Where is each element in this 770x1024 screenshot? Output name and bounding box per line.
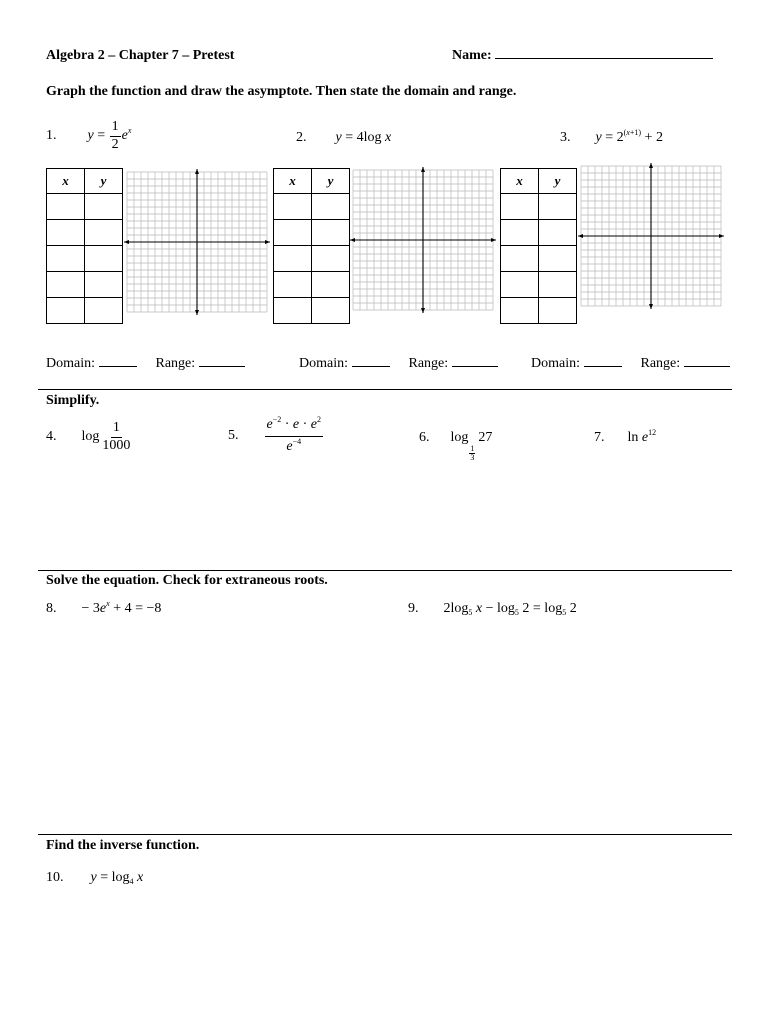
domain-label: Domain: [531,356,580,371]
section-divider [38,389,732,390]
y-axis-arrow [195,310,199,315]
domain-blank[interactable] [352,366,390,367]
table-cell[interactable] [85,194,123,220]
problem-8-equation: − $3e^x + 4 = -8$ [81,599,162,616]
domain-blank[interactable] [99,366,137,367]
xy-table-3[interactable] [500,168,577,324]
problem-3-equation: $y = 2^{(x+1)} + 2$ [595,128,663,145]
problem-9-number: 9. [408,601,419,616]
coordinate-grid-2[interactable] [350,167,496,313]
y-axis-arrow [649,304,653,309]
problem-9-equation: $2\log_5$ $x - \log_5 2 = \log_5 2$ [443,601,577,617]
table-cell[interactable] [539,298,577,324]
problem-7-expression: $\ln e^{12}$ [627,428,657,445]
table-cell[interactable] [501,272,539,298]
domain-blank[interactable] [584,366,622,367]
table-cell[interactable] [312,272,350,298]
table-header-x: x [274,169,312,194]
section-divider [38,834,732,835]
y-axis-arrow [421,167,425,172]
problem-8-number: 8. [46,601,57,616]
graph-instructions: Graph the function and draw the asymptote. Then state the domain and range. [46,84,517,99]
problem-9 [408,601,577,617]
domain-range-1 [46,356,245,372]
problem-4-number: 4. [46,429,57,445]
domain-range-3 [531,356,730,372]
name-label: Name: [452,48,492,63]
problem-6-number: 6. [419,430,430,445]
problem-10-equation: $y = \log_4 x$ [90,870,144,886]
problem-1 [46,120,131,160]
xy-table-2[interactable] [273,168,350,324]
problem-4 [46,421,133,461]
range-blank[interactable] [684,366,730,367]
problem-7 [594,430,656,446]
table-cell[interactable] [274,246,312,272]
coordinate-grid-1[interactable] [124,169,270,315]
table-cell[interactable] [312,220,350,246]
range-blank[interactable] [452,366,498,367]
problem-5-expression: $\frac{e^{-2} \cdot e \cdot e^2}{e^{-4}}$ [266,415,322,454]
table-cell[interactable] [501,220,539,246]
problem-1-equation: y = $\frac{1}{2}$ $e^x$ [87,119,132,152]
table-header-y: y [312,169,350,194]
domain-label: Domain: [46,356,95,371]
table-cell[interactable] [85,246,123,272]
x-axis-arrow [719,234,724,238]
table-cell[interactable] [539,194,577,220]
inverse-heading: Find the inverse function. [46,838,200,853]
y-axis-arrow [649,163,653,168]
table-cell[interactable] [274,272,312,298]
problem-10-number: 10. [46,870,64,885]
problem-7-number: 7. [594,430,605,445]
problem-6-expression: log $\frac{1}{3}$ 27 [450,430,493,462]
problem-3-number: 3. [560,130,571,145]
table-header-x: x [47,169,85,194]
problem-2 [296,130,391,146]
range-label: Range: [640,356,681,371]
worksheet-title: Algebra 2 – Chapter 7 – Pretest [46,48,235,63]
table-cell[interactable] [47,298,85,324]
xy-table-1[interactable] [46,168,123,324]
problem-3 [560,130,663,146]
coordinate-grid-3[interactable] [578,163,724,309]
x-axis-arrow [124,240,129,244]
table-cell[interactable] [274,220,312,246]
table-cell[interactable] [85,220,123,246]
problem-2-number: 2. [296,130,307,145]
x-axis-arrow [265,240,270,244]
problem-4-expression: log $\frac{1}{1000}$ [81,420,131,453]
table-cell[interactable] [501,246,539,272]
table-cell[interactable] [47,246,85,272]
problem-8 [46,601,161,617]
table-header-x: x [501,169,539,194]
table-header-y: y [539,169,577,194]
table-cell[interactable] [539,246,577,272]
simplify-heading: Simplify. [46,393,100,408]
name-blank[interactable] [495,58,713,59]
domain-label: Domain: [299,356,348,371]
range-blank[interactable] [199,366,245,367]
table-cell[interactable] [312,246,350,272]
table-cell[interactable] [312,194,350,220]
table-cell[interactable] [501,298,539,324]
y-axis-arrow [195,169,199,174]
table-cell[interactable] [539,220,577,246]
problem-5 [228,415,324,462]
problem-10 [46,870,143,886]
x-axis-arrow [350,238,355,242]
table-cell[interactable] [274,194,312,220]
x-axis-arrow [491,238,496,242]
table-cell[interactable] [274,298,312,324]
table-header-y: y [85,169,123,194]
range-label: Range: [155,356,196,371]
range-label: Range: [408,356,449,371]
table-cell[interactable] [85,272,123,298]
table-cell[interactable] [47,272,85,298]
table-cell[interactable] [312,298,350,324]
table-cell[interactable] [539,272,577,298]
section-divider [38,570,732,571]
solve-heading: Solve the equation. Check for extraneous roots. [46,573,328,588]
domain-range-2 [299,356,498,372]
table-cell[interactable] [47,194,85,220]
problem-2-equation: y = 4log x [335,130,392,145]
table-cell[interactable] [501,194,539,220]
y-axis-arrow [421,308,425,313]
problem-5-number: 5. [228,428,239,444]
problem-6 [419,430,492,462]
problem-1-number: 1. [46,128,57,144]
x-axis-arrow [578,234,583,238]
table-cell[interactable] [85,298,123,324]
table-cell[interactable] [47,220,85,246]
name-field[interactable] [452,48,713,64]
